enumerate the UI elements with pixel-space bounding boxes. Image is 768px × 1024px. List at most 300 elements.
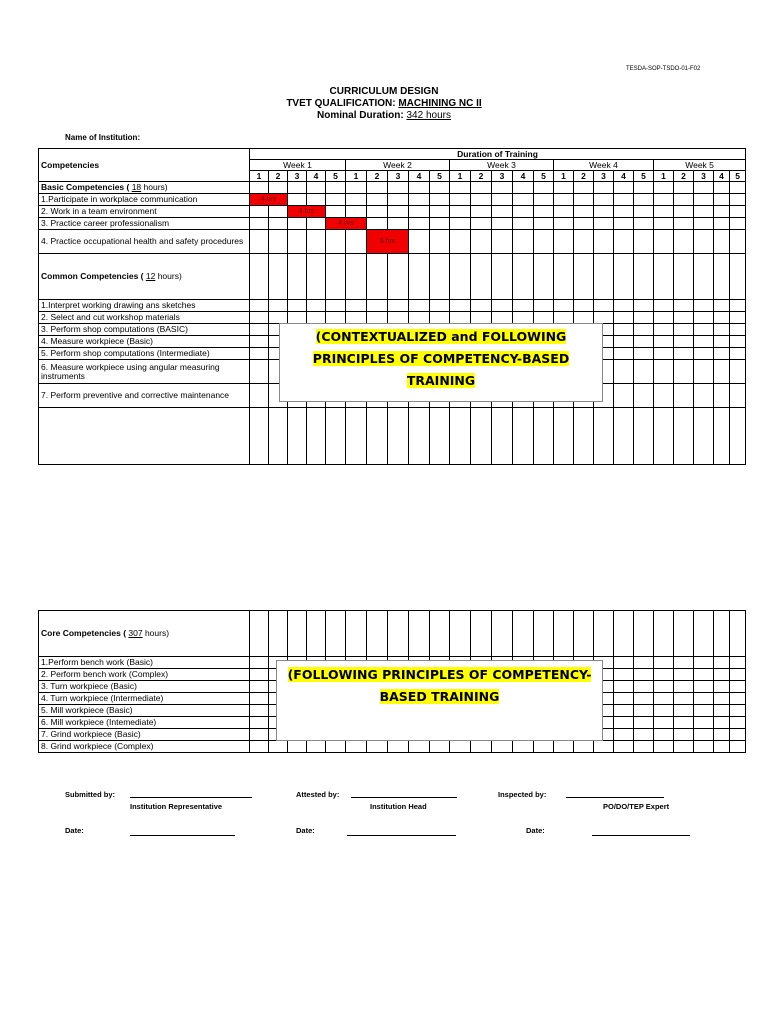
schedule-cell bbox=[614, 194, 634, 206]
schedule-cell bbox=[714, 230, 730, 254]
schedule-cell bbox=[634, 408, 654, 465]
competency-item: 3. Practice career professionalism bbox=[39, 218, 250, 230]
day-header: 1 bbox=[450, 171, 471, 182]
schedule-cell bbox=[513, 312, 534, 324]
schedule-cell bbox=[654, 717, 674, 729]
schedule-cell bbox=[326, 194, 346, 206]
schedule-cell bbox=[326, 254, 346, 300]
schedule-cell bbox=[492, 611, 513, 657]
schedule-cell bbox=[492, 206, 513, 218]
attested-by-label: Attested by: bbox=[296, 790, 340, 799]
submitted-role: Institution Representative bbox=[130, 802, 223, 811]
week-header: Week 1 bbox=[250, 160, 346, 171]
institution-label: Name of Institution: bbox=[65, 133, 141, 142]
day-header: 1 bbox=[654, 171, 674, 182]
schedule-cell bbox=[430, 230, 450, 254]
day-header: 3 bbox=[288, 171, 307, 182]
schedule-cell bbox=[594, 300, 614, 312]
hours-suffix: hours) bbox=[141, 182, 168, 192]
schedule-cell bbox=[388, 300, 409, 312]
schedule-cell bbox=[654, 681, 674, 693]
schedule-cell bbox=[288, 611, 307, 657]
schedule-table bbox=[38, 148, 746, 465]
schedule-cell bbox=[694, 182, 714, 194]
schedule-cell bbox=[614, 741, 634, 753]
schedule-cell bbox=[674, 218, 694, 230]
schedule-cell bbox=[534, 230, 554, 254]
schedule-cell bbox=[534, 194, 554, 206]
duration-label: Nominal Duration: bbox=[317, 110, 407, 121]
week-header: Week 2 bbox=[346, 160, 450, 171]
competency-item: 1.Interpret working drawing ans sketches bbox=[39, 300, 250, 312]
schedule-cell bbox=[250, 312, 269, 324]
schedule-cell bbox=[694, 194, 714, 206]
schedule-cell bbox=[388, 218, 409, 230]
schedule-cell bbox=[430, 741, 450, 753]
schedule-cell bbox=[714, 336, 730, 348]
schedule-cell bbox=[654, 408, 674, 465]
schedule-cell bbox=[288, 254, 307, 300]
schedule-cell bbox=[534, 312, 554, 324]
schedule-cell bbox=[714, 206, 730, 218]
day-header: 5 bbox=[634, 171, 654, 182]
schedule-cell bbox=[594, 230, 614, 254]
day-header: 1 bbox=[346, 171, 367, 182]
schedule-cell bbox=[554, 300, 574, 312]
schedule-cell bbox=[471, 300, 492, 312]
section-hours: 307 bbox=[128, 628, 143, 638]
schedule-cell bbox=[634, 729, 654, 741]
schedule-cell bbox=[694, 312, 714, 324]
schedule-cell bbox=[634, 300, 654, 312]
schedule-cell bbox=[594, 312, 614, 324]
schedule-cell bbox=[654, 218, 674, 230]
schedule-cell bbox=[554, 611, 574, 657]
schedule-cell bbox=[594, 194, 614, 206]
schedule-cell bbox=[367, 611, 388, 657]
schedule-cell bbox=[450, 300, 471, 312]
day-header: 3 bbox=[594, 171, 614, 182]
schedule-cell bbox=[450, 312, 471, 324]
schedule-cell bbox=[614, 206, 634, 218]
callout-line: TRAINING bbox=[406, 373, 476, 388]
schedule-cell bbox=[307, 312, 326, 324]
schedule-cell bbox=[694, 717, 714, 729]
schedule-cell bbox=[634, 611, 654, 657]
schedule-cell bbox=[574, 230, 594, 254]
schedule-cell bbox=[430, 312, 450, 324]
day-header: 2 bbox=[674, 171, 694, 182]
schedule-cell bbox=[288, 741, 307, 753]
core-competency-item: 2. Perform bench work (Complex) bbox=[39, 669, 250, 681]
schedule-cell bbox=[554, 206, 574, 218]
schedule-cell bbox=[250, 705, 269, 717]
schedule-cell bbox=[730, 348, 746, 360]
schedule-cell bbox=[614, 657, 634, 669]
schedule-cell bbox=[307, 182, 326, 194]
schedule-cell bbox=[674, 182, 694, 194]
schedule-cell bbox=[714, 693, 730, 705]
day-header: 5 bbox=[430, 171, 450, 182]
schedule-cell bbox=[594, 254, 614, 300]
schedule-cell bbox=[654, 741, 674, 753]
schedule-cell bbox=[694, 336, 714, 348]
week-header: Week 5 bbox=[654, 160, 746, 171]
schedule-cell bbox=[288, 230, 307, 254]
schedule-cell bbox=[574, 254, 594, 300]
hours-suffix: hours) bbox=[142, 628, 170, 638]
schedule-cell bbox=[250, 693, 269, 705]
schedule-cell bbox=[288, 218, 307, 230]
core-competency-item: 4. Turn workpiece (Intermediate) bbox=[39, 693, 250, 705]
schedule-cell bbox=[346, 408, 367, 465]
schedule-cell bbox=[654, 206, 674, 218]
schedule-cell bbox=[694, 218, 714, 230]
competency-item: 2. Work in a team environment bbox=[39, 206, 250, 218]
schedule-cell bbox=[554, 312, 574, 324]
schedule-cell bbox=[574, 300, 594, 312]
schedule-cell bbox=[654, 669, 674, 681]
core-competency-item: 5. Mill workpiece (Basic) bbox=[39, 705, 250, 717]
competency-item: 3. Perform shop computations (BASIC) bbox=[39, 324, 250, 336]
schedule-cell bbox=[614, 717, 634, 729]
schedule-cell bbox=[674, 360, 694, 384]
schedule-cell bbox=[492, 194, 513, 206]
day-header: 5 bbox=[730, 171, 746, 182]
schedule-cell bbox=[594, 182, 614, 194]
schedule-cell bbox=[250, 657, 269, 669]
schedule-cell bbox=[634, 681, 654, 693]
hours-suffix: hours) bbox=[155, 271, 182, 281]
schedule-cell bbox=[730, 729, 746, 741]
schedule-cell bbox=[614, 300, 634, 312]
schedule-cell bbox=[513, 741, 534, 753]
section-label: Basic Competencies ( bbox=[41, 182, 132, 192]
schedule-mark: 4 hrs bbox=[288, 206, 326, 218]
schedule-cell bbox=[346, 300, 367, 312]
schedule-cell bbox=[450, 218, 471, 230]
schedule-cell bbox=[250, 611, 269, 657]
schedule-cell bbox=[288, 182, 307, 194]
schedule-cell bbox=[409, 194, 430, 206]
schedule-cell bbox=[614, 693, 634, 705]
schedule-cell bbox=[654, 729, 674, 741]
schedule-cell bbox=[654, 693, 674, 705]
schedule-cell bbox=[714, 254, 730, 300]
schedule-cell bbox=[471, 206, 492, 218]
schedule-cell bbox=[654, 360, 674, 384]
schedule-cell bbox=[326, 206, 346, 218]
schedule-cell bbox=[654, 194, 674, 206]
schedule-cell bbox=[634, 194, 654, 206]
day-header: 5 bbox=[326, 171, 346, 182]
schedule-cell bbox=[250, 324, 269, 336]
schedule-cell bbox=[534, 408, 554, 465]
schedule-cell bbox=[492, 230, 513, 254]
schedule-cell bbox=[307, 254, 326, 300]
schedule-cell bbox=[409, 182, 430, 194]
schedule-cell bbox=[492, 182, 513, 194]
schedule-cell bbox=[430, 254, 450, 300]
date-label: Date: bbox=[296, 826, 315, 835]
core-competencies-header bbox=[39, 611, 250, 657]
schedule-cell bbox=[513, 254, 534, 300]
core-competency-item: 1.Perform bench work (Basic) bbox=[39, 657, 250, 669]
schedule-cell bbox=[694, 741, 714, 753]
schedule-cell bbox=[554, 182, 574, 194]
schedule-cell bbox=[694, 681, 714, 693]
schedule-cell bbox=[388, 611, 409, 657]
schedule-cell bbox=[388, 741, 409, 753]
schedule-cell bbox=[654, 312, 674, 324]
schedule-cell bbox=[250, 360, 269, 384]
schedule-cell bbox=[694, 384, 714, 408]
schedule-cell bbox=[594, 741, 614, 753]
schedule-cell bbox=[634, 669, 654, 681]
inspected-by-label: Inspected by: bbox=[498, 790, 547, 799]
schedule-cell bbox=[634, 324, 654, 336]
submitted-by-line[interactable] bbox=[130, 797, 252, 798]
schedule-cell bbox=[694, 408, 714, 465]
schedule-cell bbox=[674, 741, 694, 753]
schedule-cell bbox=[513, 408, 534, 465]
schedule-cell bbox=[714, 681, 730, 693]
competency-item: 7. Perform preventive and corrective maintenance bbox=[39, 384, 250, 408]
schedule-cell bbox=[554, 408, 574, 465]
schedule-cell bbox=[714, 741, 730, 753]
schedule-cell bbox=[674, 324, 694, 336]
schedule-cell bbox=[471, 230, 492, 254]
schedule-cell bbox=[326, 182, 346, 194]
schedule-cell bbox=[614, 254, 634, 300]
document-code: TESDA-SOP-TSDO-01-F02 bbox=[626, 66, 701, 72]
schedule-cell bbox=[730, 218, 746, 230]
schedule-cell bbox=[513, 194, 534, 206]
schedule-cell bbox=[714, 182, 730, 194]
schedule-cell bbox=[594, 611, 614, 657]
schedule-cell bbox=[492, 312, 513, 324]
schedule-cell bbox=[614, 360, 634, 384]
date-line[interactable] bbox=[347, 835, 456, 836]
schedule-cell bbox=[694, 611, 714, 657]
schedule-cell bbox=[269, 741, 288, 753]
schedule-cell bbox=[714, 611, 730, 657]
day-header: 2 bbox=[269, 171, 288, 182]
competency-item: 4. Practice occupational health and safety procedures bbox=[39, 230, 250, 254]
callout-line: PRINCIPLES OF COMPETENCY-BASED bbox=[312, 351, 570, 366]
day-header: 3 bbox=[388, 171, 409, 182]
schedule-cell bbox=[326, 741, 346, 753]
schedule-cell bbox=[388, 206, 409, 218]
schedule-cell bbox=[250, 681, 269, 693]
schedule-cell bbox=[554, 254, 574, 300]
schedule-cell bbox=[574, 741, 594, 753]
schedule-cell bbox=[430, 182, 450, 194]
schedule-cell bbox=[730, 693, 746, 705]
schedule-cell bbox=[674, 336, 694, 348]
date-line[interactable] bbox=[592, 835, 690, 836]
schedule-cell bbox=[714, 194, 730, 206]
schedule-cell bbox=[654, 611, 674, 657]
schedule-cell bbox=[409, 741, 430, 753]
schedule-cell bbox=[430, 611, 450, 657]
schedule-cell bbox=[250, 300, 269, 312]
schedule-cell bbox=[367, 194, 388, 206]
schedule-cell bbox=[594, 408, 614, 465]
common-competencies-header bbox=[39, 254, 250, 300]
schedule-cell bbox=[388, 182, 409, 194]
competency-item: 2. Select and cut workshop materials bbox=[39, 312, 250, 324]
schedule-cell bbox=[730, 312, 746, 324]
schedule-cell bbox=[574, 218, 594, 230]
date-line[interactable] bbox=[130, 835, 235, 836]
schedule-cell bbox=[730, 611, 746, 657]
schedule-cell bbox=[513, 182, 534, 194]
schedule-cell bbox=[714, 324, 730, 336]
schedule-cell bbox=[730, 669, 746, 681]
schedule-cell bbox=[430, 206, 450, 218]
schedule-cell bbox=[450, 408, 471, 465]
schedule-cell bbox=[614, 384, 634, 408]
schedule-cell bbox=[714, 360, 730, 384]
schedule-cell bbox=[269, 254, 288, 300]
schedule-cell bbox=[574, 206, 594, 218]
schedule-cell bbox=[594, 218, 614, 230]
schedule-cell bbox=[269, 408, 288, 465]
schedule-cell bbox=[730, 681, 746, 693]
core-competency-item: 6. Mill workpiece (Intemediate) bbox=[39, 717, 250, 729]
schedule-cell bbox=[554, 741, 574, 753]
schedule-cell bbox=[614, 611, 634, 657]
day-header: 4 bbox=[714, 171, 730, 182]
attested-by-line[interactable] bbox=[351, 797, 457, 798]
schedule-cell bbox=[409, 312, 430, 324]
section-label: Core Competencies ( bbox=[41, 628, 129, 638]
schedule-cell bbox=[730, 182, 746, 194]
schedule-cell bbox=[674, 206, 694, 218]
schedule-cell bbox=[614, 705, 634, 717]
schedule-cell bbox=[534, 218, 554, 230]
schedule-cell bbox=[367, 741, 388, 753]
schedule-cell bbox=[674, 300, 694, 312]
schedule-cell bbox=[674, 657, 694, 669]
schedule-cell bbox=[694, 206, 714, 218]
schedule-cell bbox=[674, 348, 694, 360]
schedule-cell bbox=[388, 312, 409, 324]
schedule-cell bbox=[450, 230, 471, 254]
attested-role: Institution Head bbox=[370, 802, 427, 811]
schedule-cell bbox=[307, 300, 326, 312]
schedule-cell bbox=[654, 705, 674, 717]
schedule-cell bbox=[634, 206, 654, 218]
schedule-cell bbox=[346, 206, 367, 218]
schedule-cell bbox=[307, 741, 326, 753]
schedule-cell bbox=[674, 408, 694, 465]
schedule-mark: 6 hrs bbox=[367, 230, 409, 254]
schedule-cell bbox=[492, 218, 513, 230]
schedule-cell bbox=[388, 408, 409, 465]
schedule-mark: 4 hrs bbox=[250, 194, 288, 206]
schedule-cell bbox=[574, 182, 594, 194]
section-hours: 18 bbox=[131, 182, 142, 192]
schedule-cell bbox=[450, 741, 471, 753]
inspected-role: PO/DO/TEP Expert bbox=[603, 802, 670, 811]
schedule-cell bbox=[450, 254, 471, 300]
schedule-cell bbox=[714, 729, 730, 741]
schedule-cell bbox=[730, 360, 746, 384]
schedule-cell bbox=[714, 705, 730, 717]
schedule-cell bbox=[367, 300, 388, 312]
schedule-cell bbox=[634, 348, 654, 360]
schedule-cell bbox=[326, 408, 346, 465]
schedule-cell bbox=[674, 693, 694, 705]
schedule-cell bbox=[346, 741, 367, 753]
schedule-cell bbox=[730, 408, 746, 465]
schedule-cell bbox=[654, 324, 674, 336]
schedule-cell bbox=[513, 611, 534, 657]
schedule-cell bbox=[409, 218, 430, 230]
schedule-cell bbox=[694, 657, 714, 669]
schedule-cell bbox=[250, 408, 269, 465]
schedule-cell bbox=[574, 611, 594, 657]
schedule-cell bbox=[730, 230, 746, 254]
schedule-cell bbox=[346, 611, 367, 657]
schedule-cell bbox=[250, 230, 269, 254]
day-header: 4 bbox=[614, 171, 634, 182]
schedule-cell bbox=[250, 254, 269, 300]
inspected-by-line[interactable] bbox=[566, 797, 664, 798]
schedule-cell bbox=[694, 254, 714, 300]
schedule-cell bbox=[346, 254, 367, 300]
schedule-cell bbox=[492, 408, 513, 465]
schedule-cell bbox=[269, 182, 288, 194]
qualification-label: TVET QUALIFICATION: bbox=[286, 98, 399, 109]
date-label: Date: bbox=[65, 826, 84, 835]
schedule-cell bbox=[554, 230, 574, 254]
schedule-cell bbox=[326, 230, 346, 254]
schedule-cell bbox=[614, 218, 634, 230]
schedule-cell bbox=[471, 611, 492, 657]
schedule-cell bbox=[574, 194, 594, 206]
schedule-cell bbox=[250, 206, 269, 218]
schedule-cell bbox=[674, 230, 694, 254]
schedule-cell bbox=[471, 312, 492, 324]
schedule-cell bbox=[250, 729, 269, 741]
schedule-cell bbox=[534, 206, 554, 218]
schedule-cell bbox=[534, 182, 554, 194]
schedule-cell bbox=[307, 194, 326, 206]
schedule-cell bbox=[430, 300, 450, 312]
schedule-cell bbox=[730, 254, 746, 300]
schedule-cell bbox=[730, 705, 746, 717]
blank-row bbox=[39, 408, 250, 465]
schedule-cell bbox=[367, 408, 388, 465]
schedule-cell bbox=[634, 230, 654, 254]
date-label: Date: bbox=[526, 826, 545, 835]
schedule-cell bbox=[694, 348, 714, 360]
schedule-cell bbox=[534, 741, 554, 753]
schedule-cell bbox=[634, 717, 654, 729]
competency-item: 4. Measure workpiece (Basic) bbox=[39, 336, 250, 348]
schedule-cell bbox=[614, 336, 634, 348]
schedule-cell bbox=[367, 254, 388, 300]
schedule-cell bbox=[409, 254, 430, 300]
schedule-cell bbox=[450, 206, 471, 218]
schedule-cell bbox=[430, 194, 450, 206]
core-competency-item: 3. Turn workpiece (Basic) bbox=[39, 681, 250, 693]
schedule-cell bbox=[674, 312, 694, 324]
schedule-cell bbox=[574, 312, 594, 324]
